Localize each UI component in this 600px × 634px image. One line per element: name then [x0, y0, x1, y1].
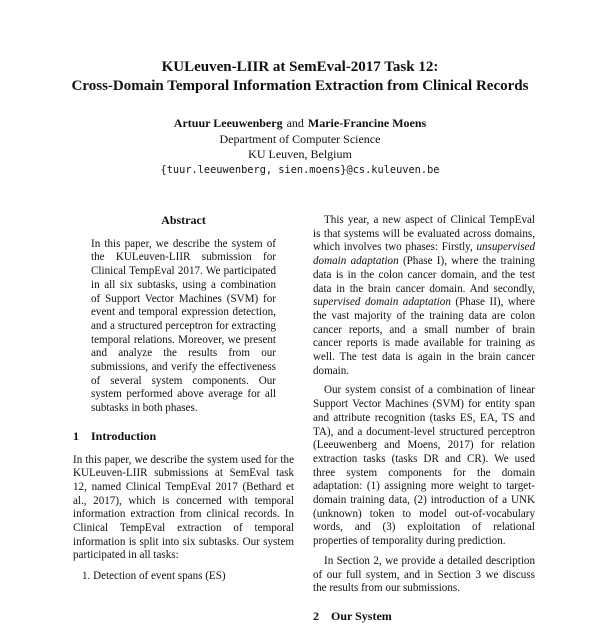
abstract-text: In this paper, we describe the system of the KULeuven-LIIR submission for Clinical TempEval 2017. We participated in all six subtasks, using a combination of Support Vector Machines (SVM) for event and temporal expression detection, and a structured perceptron for extracting temporal relations. Moreover, we present and analyze the results from our submissions, and verify the effectiveness of several system components. Our system performed above average for all subtasks in both phases. — [91, 237, 276, 415]
right-paragraph-1-part-b: (Phase I), where the training data is in the colon cancer domain, and the test data in the brain cancer domain. And secondly, — [313, 255, 535, 295]
author-2: Marie-Francine Moens — [307, 116, 427, 130]
section-2-number: 2 — [313, 608, 319, 623]
right-paragraph-1 — [313, 214, 535, 378]
section-2-heading — [313, 610, 535, 624]
left-column — [73, 214, 294, 584]
right-paragraph-2: Our system consist of a combination of linear Support Vector Machines (SVM) for entity span and attribute recognition (tasks ES, EA, TS and TA), and a document-level structured perceptron (Leeuwenberg and Moens, 2017) for relation extraction tasks (tasks DR and CR). We used three system components for the domain adaptation: (1) assigning more weight to target-domain training data, (2) introduction of a UNK (unknown) token to model out-of-vocabulary words, and (3) exploitation of relational properties of temporality during prediction. — [313, 384, 535, 548]
right-column — [313, 214, 535, 634]
intro-paragraph-1: In this paper, we describe the system used for the KULeuven-LIIR submissions at SemEval task 12, named Clinical TempEval 2017 (Bethard et al., 2017), which is concerned with temporal information extraction from clinical records. In Clinical TempEval extraction of temporal information is split into six subtasks. Our system participated in all tasks: — [73, 453, 294, 562]
emphasis-unsupervised: unsupervised domain adaptation — [313, 241, 535, 268]
institution: KU Leuven, Belgium — [248, 147, 352, 161]
paper-title — [0, 58, 600, 96]
right-paragraph-3: In Section 2, we provide a detailed description of our full system, and in Section 3 we discuss the results from our submissions. — [313, 554, 535, 595]
author-1: Artuur Leeuwenberg — [173, 116, 283, 130]
author-email: {tuur.leeuwenberg, sien.moens}@cs.kuleuven.be — [160, 163, 440, 176]
right-paragraph-1-part-c: (Phase II), where the vast majority of the training data are colon cancer reports, and a small number of brain cancer reports is made available for training as well. The test data is again in the brain cancer domain. — [313, 296, 535, 377]
abstract-heading: Abstract — [161, 213, 206, 227]
section-2-title: Our System — [331, 608, 392, 623]
section-1-heading — [73, 430, 294, 444]
section-1-title: Introduction — [91, 428, 157, 443]
title-line-2: Cross-Domain Temporal Information Extraction from Clinical Records — [71, 78, 529, 94]
task-list-item-1: 1. Detection of event spans (ES) — [82, 570, 226, 583]
title-line-1: KULeuven-LIIR at SemEval-2017 Task 12: — [161, 59, 439, 75]
right-paragraph-1-part-a: This year, a new aspect of Clinical TempEval is that systems will be evaluated across domains, which involves two phases: Firstly, — [313, 214, 535, 254]
section-1-number: 1 — [73, 428, 79, 443]
author-names — [0, 116, 600, 132]
author-block — [0, 116, 600, 178]
author-conjunction: and — [286, 116, 304, 130]
department: Department of Computer Science — [219, 131, 381, 146]
emphasis-supervised: supervised domain adaptation — [313, 296, 451, 309]
